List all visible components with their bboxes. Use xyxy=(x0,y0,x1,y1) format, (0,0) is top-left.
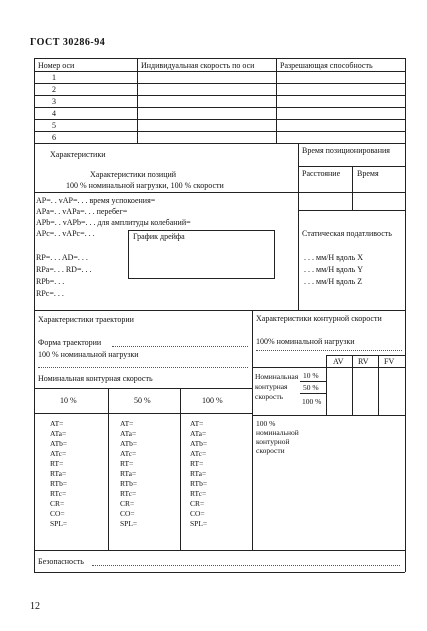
param-rt: RT= xyxy=(50,459,64,468)
rpc-line: RPc=. . . xyxy=(36,289,64,298)
axis-row-number: 2 xyxy=(52,85,56,94)
param-atb: ATb= xyxy=(50,439,68,448)
pct-50-line xyxy=(300,393,326,394)
param-rt: RT= xyxy=(190,459,204,468)
safety-top xyxy=(34,550,405,551)
param-atc: ATc= xyxy=(190,449,207,458)
ap-line: AP=. . vAP=. . . время успокоения= xyxy=(36,196,156,205)
trajectory-left xyxy=(34,310,35,550)
param-rta: RTa= xyxy=(50,469,67,478)
param-at: AT= xyxy=(120,419,134,428)
pct-10: 10 % xyxy=(303,371,319,380)
param-ata: ATa= xyxy=(50,429,67,438)
pct-100: 100 % xyxy=(302,397,322,406)
apb-line: APb=. . vAPb=. . . для амплитуды колебаний= xyxy=(36,218,191,227)
rv-col-sep xyxy=(352,355,353,415)
param-rtc: RTc= xyxy=(120,489,137,498)
param-rta: RTa= xyxy=(120,469,137,478)
positions-load-line: 100 % номинальной нагрузки, 100 % скорости xyxy=(66,181,224,190)
param-rt: RT= xyxy=(120,459,134,468)
trajectory-load: 100 % номинальной нагрузки xyxy=(38,350,139,359)
safety-right xyxy=(405,550,406,572)
trajectory-right xyxy=(405,310,406,550)
mm-y-line: . . . мм/Н вдоль Y xyxy=(304,265,364,274)
param-spl: SPL= xyxy=(50,519,68,528)
axis-table-col-sep xyxy=(276,58,277,143)
speed-col-10: 10 % xyxy=(60,396,77,405)
axis-row-line xyxy=(34,131,405,132)
distance-time-sep xyxy=(352,166,353,210)
time-positioning-line xyxy=(298,166,405,167)
trajectory-sep xyxy=(252,310,253,550)
axis-table-col-sep xyxy=(137,58,138,143)
axis-table-header-bottom xyxy=(34,71,405,72)
characteristics-label: Характеристики xyxy=(50,150,106,159)
trajectory-form: Форма траектории xyxy=(38,338,102,347)
fv-col-sep xyxy=(378,355,379,415)
param-spl: SPL= xyxy=(120,519,138,528)
distance-bottom-line xyxy=(298,210,405,211)
trajectory-load-dots xyxy=(38,367,248,368)
param-rtb: RTb= xyxy=(190,479,208,488)
speed-header-top xyxy=(34,388,252,389)
param-ata: ATa= xyxy=(190,429,207,438)
param-cr: CR= xyxy=(190,499,205,508)
rpb-line: RPb=. . . xyxy=(36,277,65,286)
speed-header-bottom xyxy=(34,413,252,414)
axis-row-line xyxy=(34,107,405,108)
trajectory-top xyxy=(34,310,405,311)
param-atc: ATc= xyxy=(120,449,137,458)
axis-col-resolution-header: Разрешающая способность xyxy=(280,61,373,70)
axis-row-number: 3 xyxy=(52,97,56,106)
axis-row-number: 4 xyxy=(52,109,56,118)
safety-dots xyxy=(92,565,400,566)
param-rtb: RTb= xyxy=(50,479,68,488)
param-co: CO= xyxy=(190,509,205,518)
note-text: номинальной контурной скорости xyxy=(256,428,299,455)
param-ata: ATa= xyxy=(120,429,137,438)
param-at: AT= xyxy=(190,419,204,428)
axis-row-line xyxy=(34,119,405,120)
axis-row-number: 1 xyxy=(52,73,56,82)
param-rtc: RTc= xyxy=(190,489,207,498)
axis-row-line xyxy=(34,95,405,96)
nominal-speed-label: Номинальная контурная скорость xyxy=(38,374,153,383)
axis-row-line xyxy=(34,83,405,84)
axis-table-left xyxy=(34,58,35,143)
rp-line: RP=. . . AD=. . . xyxy=(36,253,88,262)
positions-title: Характеристики позиций xyxy=(90,170,177,179)
param-at: AT= xyxy=(50,419,64,428)
axis-col-number-header: Номер оси xyxy=(38,61,75,70)
safety-bottom xyxy=(34,572,405,573)
positions-left xyxy=(34,143,35,310)
param-rta: RTa= xyxy=(190,469,207,478)
static-compliance-label: Статическая податливость xyxy=(302,229,392,238)
axis-row-line xyxy=(34,143,405,144)
param-co: CO= xyxy=(120,509,135,518)
axis-row-number: 5 xyxy=(52,121,56,130)
contour-title: Характеристики контурной скорости xyxy=(256,314,382,323)
positions-sub-line xyxy=(34,192,405,193)
av-col-sep xyxy=(326,355,327,415)
positions-right xyxy=(405,143,406,310)
param-spl: SPL= xyxy=(190,519,208,528)
safety-left xyxy=(34,550,35,572)
time-label: Время xyxy=(357,169,379,178)
param-rtc: RTc= xyxy=(50,489,67,498)
trajectory-form-dots xyxy=(112,346,248,347)
param-atb: ATb= xyxy=(120,439,138,448)
axis-col-speed-header: Индивидуальная скорость по оси xyxy=(141,61,255,70)
contour-table-bottom xyxy=(252,415,405,416)
rv-label: RV xyxy=(358,357,369,366)
trajectory-title: Характеристики траектории xyxy=(38,315,134,324)
av-header-bottom xyxy=(252,367,405,368)
fv-label: FV xyxy=(384,357,395,366)
av-header-top xyxy=(326,355,405,356)
distance-label: Расстояние xyxy=(302,169,341,178)
param-atc: ATc= xyxy=(50,449,67,458)
pct-50: 50 % xyxy=(303,383,319,392)
positions-sep xyxy=(298,143,299,310)
drift-chart-label: График дрейфа xyxy=(133,232,185,241)
pct-10-line xyxy=(300,381,326,382)
standard-header: ГОСТ 30286-94 xyxy=(30,37,106,48)
param-atb: ATb= xyxy=(190,439,208,448)
av-label: AV xyxy=(333,357,344,366)
nominal-contour-label: Номинальная контурная скорость xyxy=(255,372,299,401)
page-number: 12 xyxy=(30,601,40,612)
speed-col-sep xyxy=(180,388,181,550)
param-co: CO= xyxy=(50,509,65,518)
speed-col-sep xyxy=(108,388,109,550)
speed-col-100: 100 % xyxy=(202,396,223,405)
param-rtb: RTb= xyxy=(120,479,138,488)
axis-table-top xyxy=(34,58,405,59)
safety-label: Безопасность xyxy=(38,557,84,566)
speed-col-50: 50 % xyxy=(134,396,151,405)
mm-x-line: . . . мм/Н вдоль X xyxy=(304,253,364,262)
axis-table-right xyxy=(405,58,406,143)
mm-z-line: . . . мм/Н вдоль Z xyxy=(304,277,363,286)
contour-load: 100% номинальной нагрузки xyxy=(256,337,355,346)
rpa-line: RPa=. . . RD=. . . xyxy=(36,265,92,274)
param-cr: CR= xyxy=(50,499,65,508)
note-100: 100 % xyxy=(256,419,276,428)
apc-line: APc=. . vAPc=. . . xyxy=(36,229,95,238)
contour-load-dots xyxy=(256,350,402,351)
axis-row-number: 6 xyxy=(52,133,56,142)
time-positioning-label: Время позиционирования xyxy=(302,146,390,155)
apa-line: APa=. . vAPa=. . . перебег= xyxy=(36,207,128,216)
param-cr: CR= xyxy=(120,499,135,508)
